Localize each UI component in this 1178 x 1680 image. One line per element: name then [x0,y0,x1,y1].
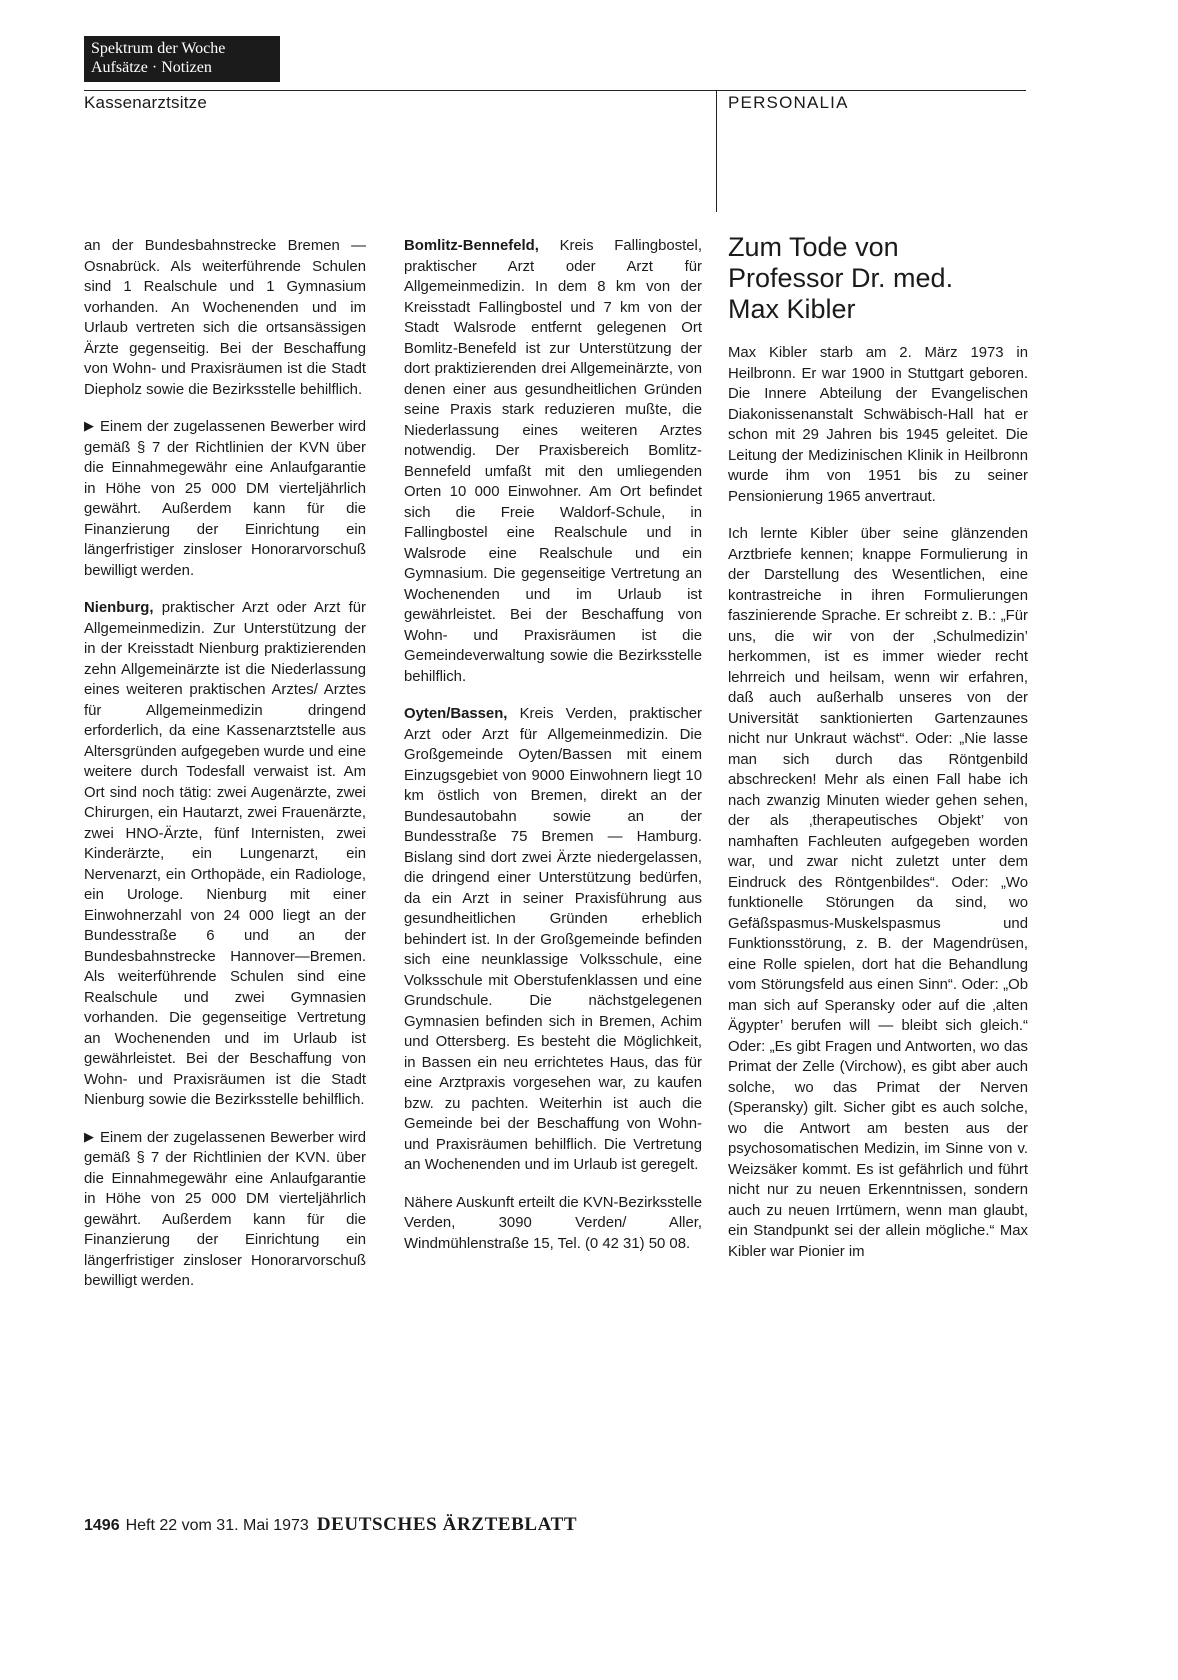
place-name: Bomlitz-Bennefeld, [404,238,539,254]
section-title-left: Kassenarztsitze [84,93,207,112]
paragraph: ▶ Einem der zugelassenen Bewerber wird gemäß § 7 der Richtlinien der KVN. über die Einnahmegewähr eine Anlaufgarantie in Höhe von 25 000 DM vierteljährlich gewährt. Außerdem kann für die Finanzierung der Einrichtung ein längerfristiger zinsloser Honorarvorschuß bewilligt werden. [84,1128,366,1289]
paragraph: Bomlitz-Bennefeld, Kreis Fallingbostel, praktischer Arzt oder Arzt für Allgemeinmedizin. In dem 8 km von der Kreisstadt Fallingbostel und 7 km von der Stadt Walsrode entfernt gelegenen Ort Bomlitz-Benefeld ist zur Unterstützung der dort praktizierenden drei Allgemeinärzte, von denen einer aus gesundheitlichen Gründen seine Praxis stark reduzieren mußte, die Niederlassung eines weiteren Arztes notwendig. Der Praxisbereich Bomlitz-Bennefeld umfaßt mit den umliegenden Orten 10 000 Einwohner. Am Ort befindet sich die Freie Waldorf-Schule, in Fallingbostel eine Realschule und in Walsrode eine Realschule und ein Gymnasium. Die gegenseitige Vertretung an Wochenenden und im Urlaub ist gewährleistet. Bei der Beschaffung von Wohn- und Praxisräumen ist die Gemeindeverwaltung sowie die Bezirksstelle behilflich. [404,238,702,685]
section-title-right: PERSONALIA [728,93,849,112]
page-number: 1496 [84,1517,120,1534]
triangle-bullet-icon: ▶ [84,1128,94,1144]
paragraph: Nienburg, praktischer Arzt oder Arzt für Allgemeinmedizin. Zur Unterstützung der in der Kreisstadt Nienburg praktizierenden zehn Allgemeinärzte ist die Niederlassung eines weiteren praktischen Arztes/ Arztes für Allgemeinmedizin dringend erforderlich, da eine Kassenarztstelle aus Altersgründen aufgegeben wurde und eine weitere durch Todesfall verwaist ist. Am Ort sind noch tätig: zwei Augenärzte, zwei Chirurgen, ein Hautarzt, zwei Frauenärzte, zwei HNO-Ärzte, fünf Internisten, zwei Kinderärzte, ein Lungenarzt, ein Nervenarzt, ein Orthopäde, ein Radiologe, ein Urologe. Nienburg mit einer Einwohnerzahl von 24 000 liegt an der Bundesstraße 6 und an der Bundesbahnstrecke Hannover—Bremen. Als weiterführende Schulen sind eine Realschule und zwei Gymnasien vorhanden. Die gegenseitige Vertretung an Wochenenden und im Urlaub ist gewährleistet. Bei der Beschaffung von Wohn- und Praxisräumen ist die Stadt Nienburg sowie die Bezirksstelle behilflich. [84,600,366,1108]
page-footer [84,1514,577,1536]
place-name: Nienburg, [84,600,154,616]
section-badge [84,36,280,82]
column-divider [716,90,717,212]
magazine-name: DEUTSCHES ÄRZTEBLATT [316,1514,578,1535]
paragraph: ▶ Einem der zugelassenen Bewerber wird gemäß § 7 der Richtlinien der KVN über die Einnahmegewähr eine Anlaufgarantie in Höhe von 25 000 DM vierteljährlich gewährt. Außerdem kann für die Finanzierung der Einrichtung ein längerfristiger zinsloser Honorarvorschuß bewilligt werden. [84,418,366,579]
badge-line-1: Spektrum der Woche [91,40,226,57]
paragraph: Ich lernte Kibler über seine glänzenden Arztbriefe kennen; knappe Formulierung in der Darstellung des Wesentlichen, eine kontrastreiche in ihren Formulierungen faszinierende Sprache. Er schreibt z. B.: „Für uns, die wir von der ‚Schulmedizin’ herkommen, ist es immer wieder recht lehrreich und heilsam, wenn wir erfahren, daß auch außerhalb unseres von der Universität sanktionierten Gartenzaunes nicht nur Unkraut wächst“. Oder: „Nie lasse man sich durch das Röntgenbild abschrecken! Mehr als einen Fall habe ich nach zwanzig Minuten wieder gehen sehen, der als ‚therapeutisches Objekt’ von namhaften Fachleuten aufgegeben worden war, und zwar nicht zuletzt unter dem Eindruck des Röntgenbildes“. Oder: „Wo funktionelle Störungen da sind, wo Gefäßspasmus-Muskelspasmus und Funktionsstörung, z. B. der Magendrüsen, eine Rolle spielen, dort hat die Behandlung vom Störungsfeld aus einen Sinn“. Oder: „Ob man sich auf Speransky oder auf die ‚alten Ägypter’ berufen will — bleibt sich gleich.“ Oder: „Es gibt Fragen und Antworten, wo das Primat der Zelle (Virchow), es gibt aber auch solche, wo das Primat der Nerven (Speransky) gilt. Sicher gibt es auch solche, wo die Antwort am besten aus der psychosomatischen Medizin, im Sinne von v. Weizsäker kommt. Es ist gefährlich und führt nicht nur zu neuen Erkenntnissen, sondern auch zu neuen Irrtümern, wenn man glaubt, ein Standpunkt sei der allein mögliche.“ Max Kibler war Pionier im [728,526,1028,1260]
badge-line-2: Aufsätze · Notizen [91,59,212,76]
column-1 [84,236,366,1309]
paragraph: an der Bundesbahnstrecke Bremen —Osnabrück. Als weiterführende Schulen sind 1 Realschule und 1 Gymnasium vorhanden. An Wochenenden und im Urlaub vertreten sich die ortsansässigen Ärzte gegenseitig. Bei der Beschaffung von Wohn- und Praxisräumen ist die Stadt Diepholz sowie die Bezirksstelle behilflich. [84,238,366,398]
paragraph: Max Kibler starb am 2. März 1973 in Heilbronn. Er war 1900 in Stuttgart geboren. Die Innere Abteilung der Evangelischen Diakonissenanstalt Schwäbisch-Hall hat er schon mit 29 Jahren bis 1945 geleitet. Die Leitung der Medizinischen Klinik in Heilbronn wurde ihm von 1951 bis zu seiner Pensionierung 1965 anvertraut. [728,345,1028,505]
place-name: Oyten/Bassen, [404,706,508,722]
column-2 [404,236,702,1271]
issue-info: Heft 22 vom 31. Mai 1973 [125,1517,309,1534]
paragraph: Oyten/Bassen, Kreis Verden, praktischer Arzt oder Arzt für Allgemeinmedizin. Die Großgemeinde Oyten/Bassen mit einem Einzugsgebiet von 9000 Einwohnern liegt 10 km östlich von Bremen, direkt an der Bundesautobahn sowie an der Bundesstraße 75 Bremen — Hamburg. Bislang sind dort zwei Ärzte niedergelassen, die dringend einer Unterstützung bedürfen, da ein Arzt in seiner Praxisführung aus gesundheitlichen Gründen erheblich behindert ist. In der Großgemeinde befinden sich eine neunklassige Volksschule, eine Volksschule mit Oberstufenklassen und eine Grundschule. Die nächstgelegenen Gymnasien befinden sich in Bremen, Achim und Ottersberg. Es besteht die Möglichkeit, in Bassen ein neu errichtetes Haus, das für eine Arztpraxis vorgesehen war, zu kaufen bzw. zu pachten. Weiterhin ist auch die Gemeinde bei der Beschaffung von Wohn- und Praxisräumen behilflich. Die Vertretung an Wochenenden und im Urlaub ist geregelt. [404,706,702,1173]
article-title: Zum Tode von Professor Dr. med. Max Kibler [728,232,954,324]
header-rule [84,90,1026,91]
column-3 [728,232,1028,1279]
triangle-bullet-icon: ▶ [84,418,94,433]
paragraph: Nähere Auskunft erteilt die KVN-Bezirksstelle Verden, 3090 Verden/ Aller, Windmühlenstraße 15, Tel. (0 42 31) 50 08. [404,1194,702,1252]
